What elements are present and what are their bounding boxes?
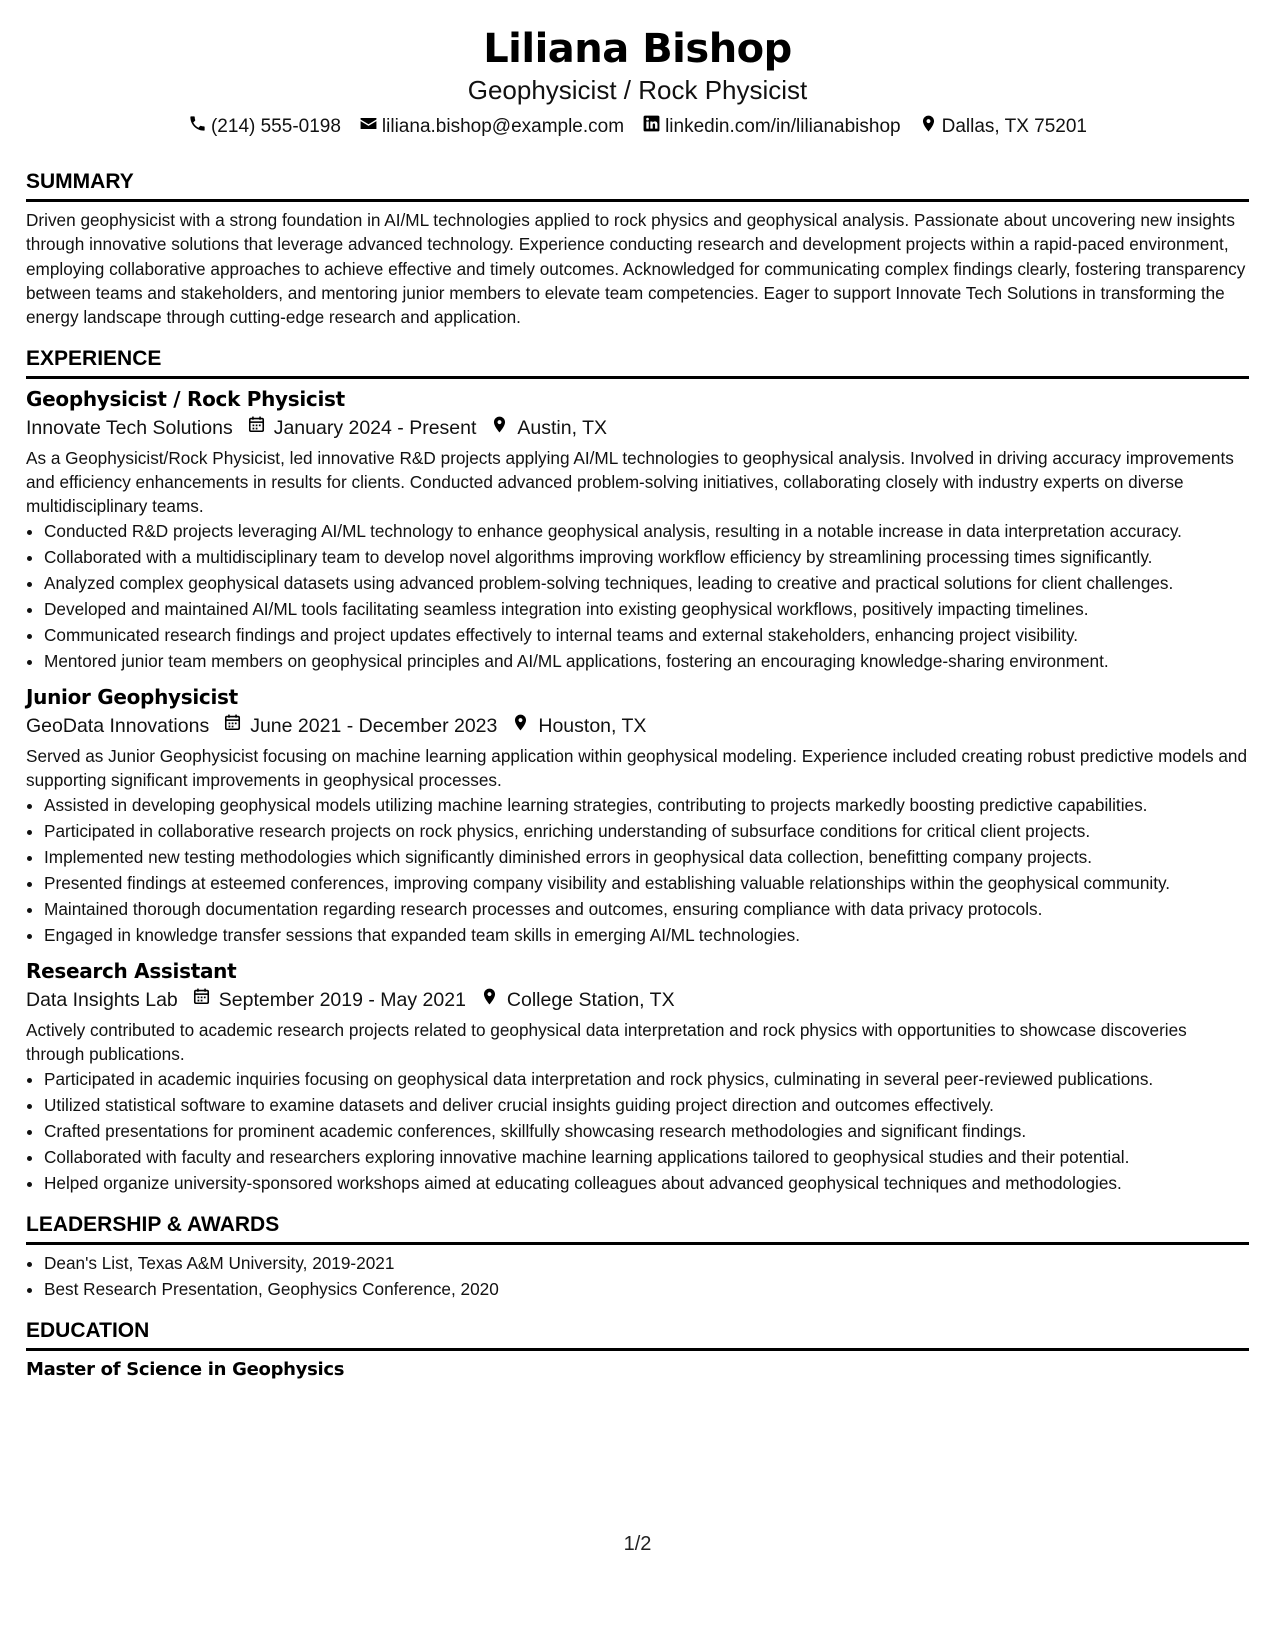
envelope-icon [359,114,378,140]
contact-linkedin[interactable] [642,114,901,140]
job-title: Junior Geophysicist [26,685,238,710]
job-location: Houston, TX [538,715,647,738]
job-meta [26,985,1249,1015]
section-divider [26,1242,1249,1245]
job-meta [26,413,1249,443]
phone-icon [188,114,207,140]
list-item: • Conducted R&D projects leveraging AI/ML technology to enhance geophysical analysis, resulting in a notable increase in data interpretation accuracy. [44,519,1249,543]
contact-location [919,114,1087,140]
awards-list [26,1251,1249,1301]
list-item: • Participated in collaborative research projects on rock physics, enriching understanding of subsurface conditions for critical client projects. [44,819,1249,843]
job-dates: January 2024 - Present [273,417,477,440]
job-entry [26,683,1249,947]
list-item: • Developed and maintained AI/ML tools facilitating seamless integration into existing geophysical workflows, positively impacting timelines. [44,597,1249,621]
job-dates: September 2019 - May 2021 [218,989,466,1012]
section-heading: EDUCATION [26,1319,150,1343]
calendar-icon [217,711,242,741]
section-divider [26,1348,1249,1351]
resume-header [0,0,1275,140]
list-item: • Best Research Presentation, Geophysics Conference, 2020 [44,1277,1249,1301]
calendar-icon [186,985,211,1015]
education-section [26,1317,1249,1383]
candidate-name: Liliana Bishop [483,26,792,72]
map-pin-icon [919,114,938,140]
company-name: Data Insights Lab [26,989,178,1012]
degree-title: Master of Science in Geophysics [26,1359,345,1381]
job-bullets [26,1067,1249,1195]
map-pin-icon [505,711,530,741]
job-meta [26,711,1249,741]
list-item: • Dean's List, Texas A&M University, 2019-2021 [44,1251,1249,1275]
linkedin-icon [642,114,661,140]
list-item: • Utilized statistical software to examine datasets and deliver crucial insights guiding project direction and outcomes effectively. [44,1093,1249,1117]
contact-email[interactable] [359,114,624,140]
list-item: • Presented findings at esteemed conferences, improving company visibility and establishing valuable relationships within the geophysical community. [44,871,1249,895]
list-item: • Mentored junior team members on geophysical principles and AI/ML applications, fostering an encouraging knowledge-sharing environment. [44,649,1249,673]
list-item: • Analyzed complex geophysical datasets using advanced problem-solving techniques, leading to creative and practical solutions for client challenges. [44,571,1249,595]
job-bullets [26,519,1249,673]
section-heading: EXPERIENCE [26,347,162,371]
list-item: • Maintained thorough documentation regarding research processes and outcomes, ensuring compliance with data privacy protocols. [44,897,1249,921]
job-entry [26,385,1249,673]
list-item: • Crafted presentations for prominent academic conferences, skillfully showcasing research methodologies and significant findings. [44,1119,1249,1143]
job-location: Austin, TX [517,417,608,440]
map-pin-icon [474,985,499,1015]
list-item: • Implemented new testing methodologies which significantly diminished errors in geophysical data collection, benefitting company projects. [44,845,1249,869]
job-dates: June 2021 - December 2023 [250,715,498,738]
company-name: GeoData Innovations [26,715,210,738]
job-title: Geophysicist / Rock Physicist [26,387,345,412]
calendar-icon [241,413,266,443]
section-heading: SUMMARY [26,170,134,193]
list-item: • Collaborated with faculty and researchers exploring innovative machine learning applications tailored to geophysical studies and their potential. [44,1145,1249,1169]
list-item: • Engaged in knowledge transfer sessions that expanded team skills in emerging AI/ML technologies. [44,923,1249,947]
section-divider [26,376,1249,379]
contact-bar [0,114,1275,140]
job-entry [26,957,1249,1195]
linkedin-text: linkedin.com/in/lilianabishop [665,116,901,137]
list-item: • Helped organize university-sponsored workshops aimed at educating colleagues about advanced geophysical techniques and methodologies. [44,1171,1249,1195]
list-item: • Participated in academic inquiries focusing on geophysical data interpretation and rock physics, culminating in several peer-reviewed publications. [44,1067,1249,1091]
location-text: Dallas, TX 75201 [941,116,1087,137]
summary-section [26,168,1249,329]
summary-text: Driven geophysicist with a strong foundation in AI/ML technologies applied to rock physics and geophysical analysis. Passionate about uncovering new insights through innovative solutions that leverage advanced technology. Experience conducting research and development projects within a rapid-paced environment, employing collaborative approaches to achieve effective and timely outcomes. Acknowledged for communicating complex findings clearly, fostering transparency between teams and stakeholders, and mentoring junior members to elevate team competencies. Eager to support Innovate Tech Solutions in transforming the energy landscape through cutting-edge research and application. [26,210,1246,328]
section-heading: LEADERSHIP & AWARDS [26,1213,280,1237]
job-description: As a Geophysicist/Rock Physicist, led innovative R&D projects applying AI/ML technologies to geophysical analysis. Involved in driving accuracy improvements and efficiency enhancements in results for clients. Conducted advanced problem-solving initiatives, collaborating closely with industry experts on diverse multidisciplinary teams. [26,448,1234,517]
candidate-title: Geophysicist / Rock Physicist [467,75,808,105]
list-item: • Collaborated with a multidisciplinary team to develop novel algorithms improving workflow efficiency by streamlining processing times significantly. [44,545,1249,569]
job-title: Research Assistant [26,959,237,984]
company-name: Innovate Tech Solutions [26,417,233,440]
job-location: College Station, TX [506,989,675,1012]
email-text: liliana.bishop@example.com [381,116,625,137]
resume-body [26,168,1249,1399]
phone-text: (214) 555-0198 [210,116,341,137]
experience-section [26,345,1249,1195]
awards-section [26,1211,1249,1301]
job-description: Actively contributed to academic research projects related to geophysical data interpretation and rock physics with opportunities to showcase discoveries through publications. [26,1020,1187,1065]
section-divider [26,199,1249,202]
page-number: 1/2 [623,1533,652,1555]
contact-phone [188,114,341,140]
job-description: Served as Junior Geophysicist focusing on machine learning application within geophysical modeling. Experience included creating robust predictive models and supporting significant improvements in geophysical processes. [26,746,1248,791]
job-bullets [26,793,1249,947]
map-pin-icon [484,413,509,443]
list-item: • Assisted in developing geophysical models utilizing machine learning strategies, contributing to projects markedly boosting predictive capabilities. [44,793,1249,817]
list-item: • Communicated research findings and project updates effectively to internal teams and external stakeholders, enhancing project visibility. [44,623,1249,647]
